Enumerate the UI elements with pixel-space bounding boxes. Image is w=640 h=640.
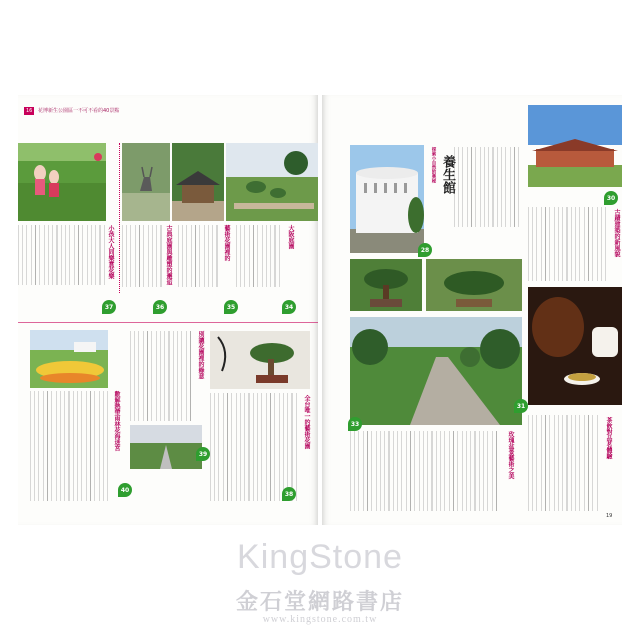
badge-35: 35 — [224, 300, 238, 314]
photo-bonsai-garden — [226, 143, 318, 221]
photo-courtyard-house — [528, 105, 622, 187]
photo-bonsai-calligraphy — [210, 331, 310, 389]
left-page — [18, 95, 318, 525]
text-block-bonsai-art — [350, 431, 500, 511]
text-block-art-garden — [178, 225, 220, 287]
photo-white-building — [350, 145, 424, 253]
text-block-tea — [528, 415, 600, 511]
badge-33: 33 — [348, 417, 362, 431]
running-header — [24, 107, 119, 115]
running-header-text: 花博新生公園區一不可不看的40景點 — [37, 108, 120, 114]
book-spread — [18, 95, 622, 525]
section-title-31: 茶飲對品茗體驗 — [605, 417, 612, 459]
text-block-osaka — [236, 225, 282, 287]
photo-bonsai-left — [350, 259, 422, 311]
text-block-wellness — [454, 147, 520, 227]
badge-39: 39 — [196, 447, 210, 461]
text-block-children — [18, 225, 106, 285]
right-page — [322, 95, 622, 525]
horizontal-rule — [18, 322, 318, 323]
photo-garden-path — [350, 317, 522, 425]
right-page-number: 19 — [606, 513, 613, 519]
watermark-chinese: 金石堂網路書店 — [235, 589, 404, 615]
text-block-sculpture — [122, 225, 162, 287]
badge-36: 36 — [153, 300, 167, 314]
badge-30: 30 — [604, 191, 618, 205]
photo-bonsai-right — [426, 259, 522, 311]
section-title-33: 玫瑰盆景藝術之美 — [507, 431, 514, 479]
section-title-39: 別讓花園裡的綠意 — [197, 331, 204, 379]
photo-tea-pouring — [528, 287, 622, 405]
section-title-34: 大阪庭園 — [287, 225, 294, 249]
badge-40: 40 — [118, 483, 132, 497]
photo-deer-sculpture — [122, 143, 170, 221]
photo-flower-field — [30, 330, 108, 388]
text-block-flowers — [30, 391, 108, 501]
section-title-37: 小孩大人同樂賞花樂 — [107, 225, 114, 279]
section-title-30: 古蹟建築的新風貌 — [613, 209, 620, 257]
left-page-number: 16 — [26, 108, 33, 114]
section-title-28: 養生館 — [440, 155, 455, 194]
section-kicker-28: 探索小自然的奧秘 — [431, 147, 436, 183]
text-block-greenhouse — [130, 331, 194, 421]
photo-greenhouse — [130, 425, 202, 469]
text-block-art-center — [210, 393, 300, 501]
badge-34: 34 — [282, 300, 296, 314]
section-title-35: 藝術花園裡的 — [223, 225, 230, 261]
badge-28: 28 — [418, 243, 432, 257]
section-title-38: 全台唯一的藝術花園 — [303, 395, 310, 449]
badge-31: 31 — [514, 399, 528, 413]
watermark-logo: KingStone — [237, 538, 403, 576]
text-block-heritage — [528, 207, 608, 281]
section-title-40: 數解熱帶雨林花海迷宮 — [113, 391, 120, 451]
badge-38: 38 — [282, 487, 296, 501]
watermark-url: www.kingstone.com.tw — [262, 614, 378, 625]
photo-pavilion — [172, 143, 224, 221]
column-divider — [119, 143, 120, 293]
badge-37: 37 — [102, 300, 116, 314]
photo-children-garden — [18, 143, 106, 221]
section-title-36: 古典庭園與雕塑的邂逅 — [165, 225, 172, 285]
